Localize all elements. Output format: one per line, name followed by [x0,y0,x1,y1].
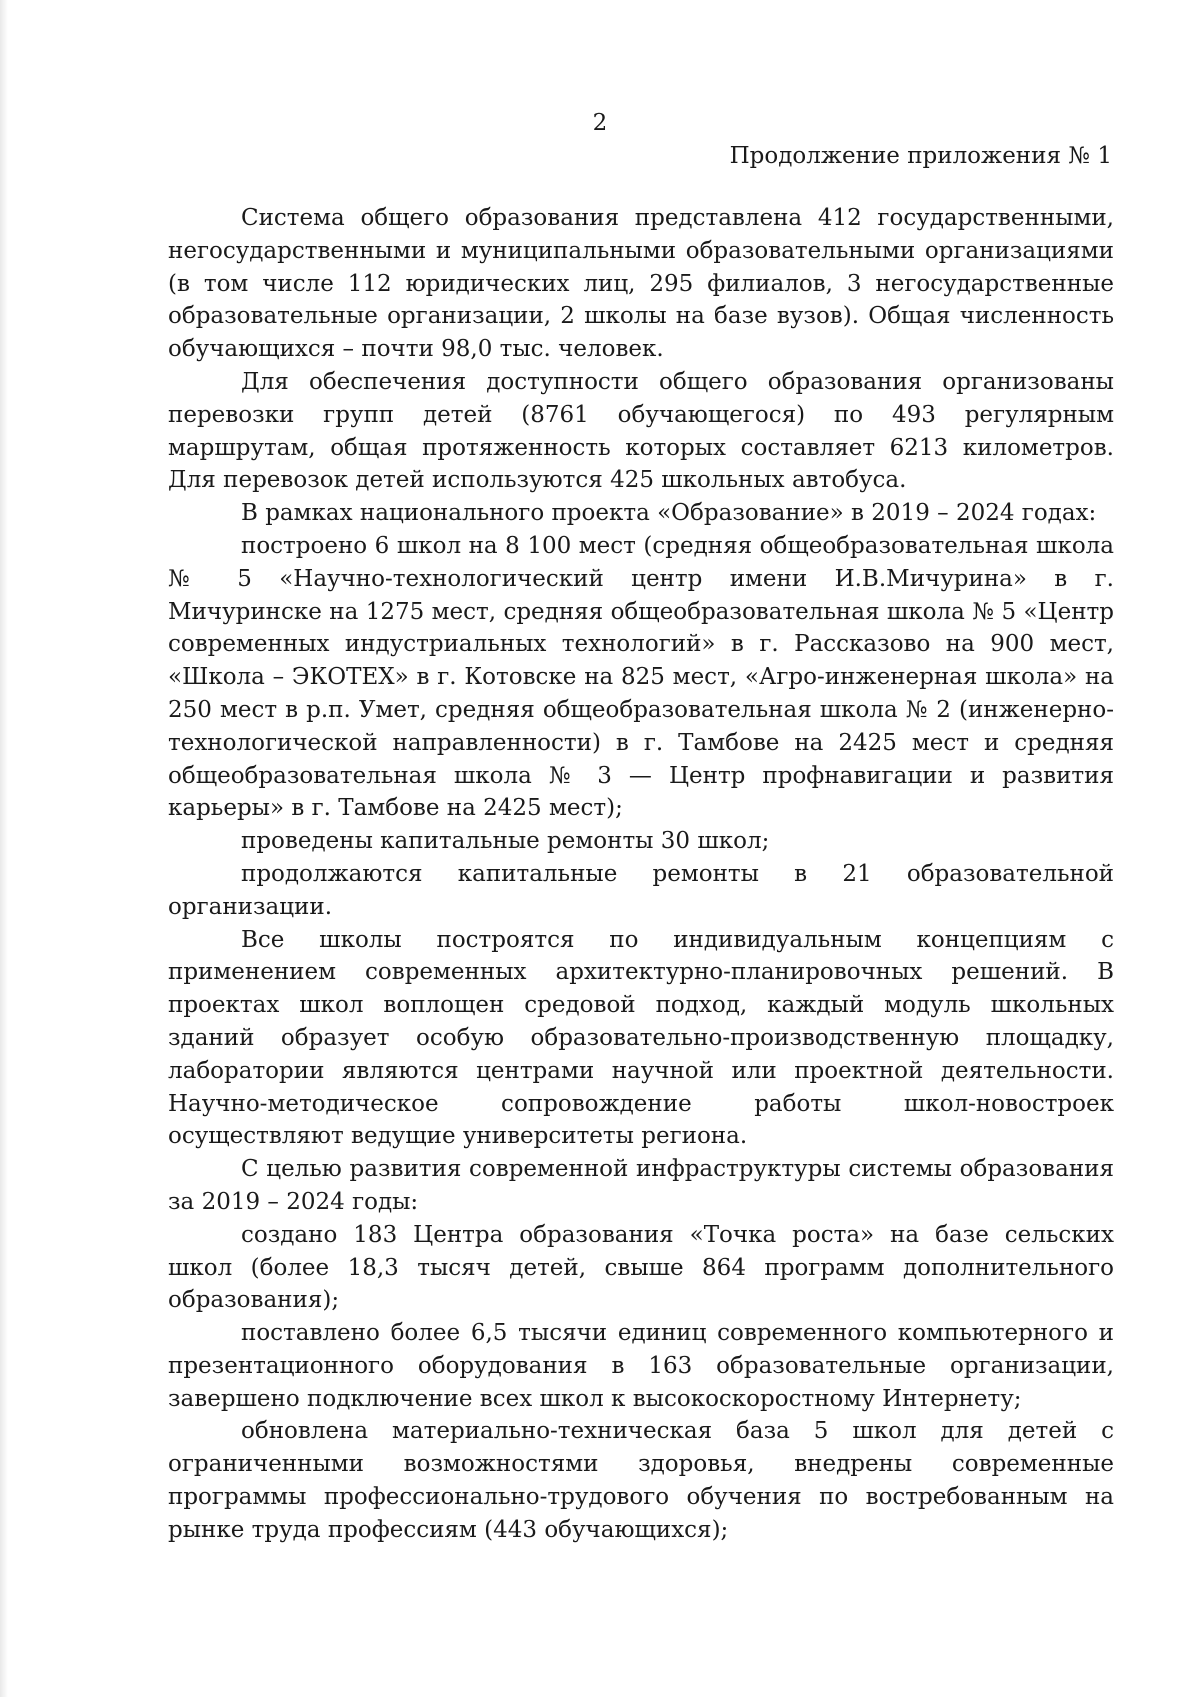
continuation-label: Продолжение приложения № 1 [729,143,1112,169]
paragraph-repairs-done: проведены капитальные ремонты 30 школ; [241,828,770,855]
page-number: 2 [592,110,608,136]
scan-edge-shadow [0,0,8,1697]
paragraph-schools-built: построено 6 школ на 8 100 мест (средняя общеобразовательная школа № 5 «Научно-технологический центр имени И.В.Мичурина» в г. Мичуринске на 1275 мест, средняя общеобразовательная школа № 5 «Центр современных индустриальных технологий» в г. Рассказово на 900 мест, «Школа – ЭКОТЕХ» в г. Котовске на 825 мест, «Агро-инженерная школа» на 250 мест в р.п. Умет, средняя общеобразовательная школа № 2 (инженерно-технологической направленности) в г. Тамбове на 2425 мест и средняя общеобразовательная школа № 3 — Центр профнавигации и развития карьеры» в г. Тамбове на 2425 мест); [168,532,1114,822]
paragraph-school-transport: Для обеспечения доступности общего образования организованы перевозки групп детей (8761 обучающегося) по 493 регулярным маршрутам, общая протяженность которых составляет 6213 километров. Для перевозок детей используются 425 школьных автобуса. [168,368,1114,494]
paragraph-national-project-intro: В рамках национального проекта «Образование» в 2019 – 2024 годах: [241,500,1097,527]
paragraph-infrastructure-intro: С целью развития современной инфраструктуры системы образования за 2019 – 2024 годы: [168,1156,1114,1215]
document-body [168,202,1114,1547]
paragraph-school-concepts: Все школы построятся по индивидуальным концепциям с применением современных архитектурно-планировочных решений. В проектах школ воплощен средовой подход, каждый модуль школьных зданий образует особую образовательно-производственную площадку, лаборатории являются центрами научной или проектной деятельности. Научно-методическое сопровождение работы школ-новостроек осуществляют ведущие университеты региона. [168,926,1114,1150]
paragraph-general-education-system: Система общего образования представлена 412 государственными, негосударственными и муниципальными образовательными организациями (в том числе 112 юридических лиц, 295 филиалов, 3 негосударственные образовательные организации, 2 школы на базе вузов). Общая численность обучающихся – почти 98,0 тыс. человек. [168,205,1114,363]
paragraph-tochka-rosta: создано 183 Центра образования «Точка роста» на базе сельских школ (более 18,3 тысяч детей, свыше 864 программ дополнительного образования); [168,1221,1114,1314]
paragraph-special-needs-schools: обновлена материально-техническая база 5 школ для детей с ограниченными возможностями здоровья, внедрены современные программы профессионально-трудового обучения по востребованным на рынке труда профессиям (443 обучающихся); [168,1418,1114,1543]
paragraph-equipment: поставлено более 6,5 тысячи единиц современного компьютерного и презентационного оборудования в 163 образовательные организации, завершено подключение всех школ к высокоскоростному Интернету; [168,1320,1114,1412]
paragraph-repairs-ongoing: продолжаются капитальные ремонты в 21 образовательной организации. [168,860,1114,920]
